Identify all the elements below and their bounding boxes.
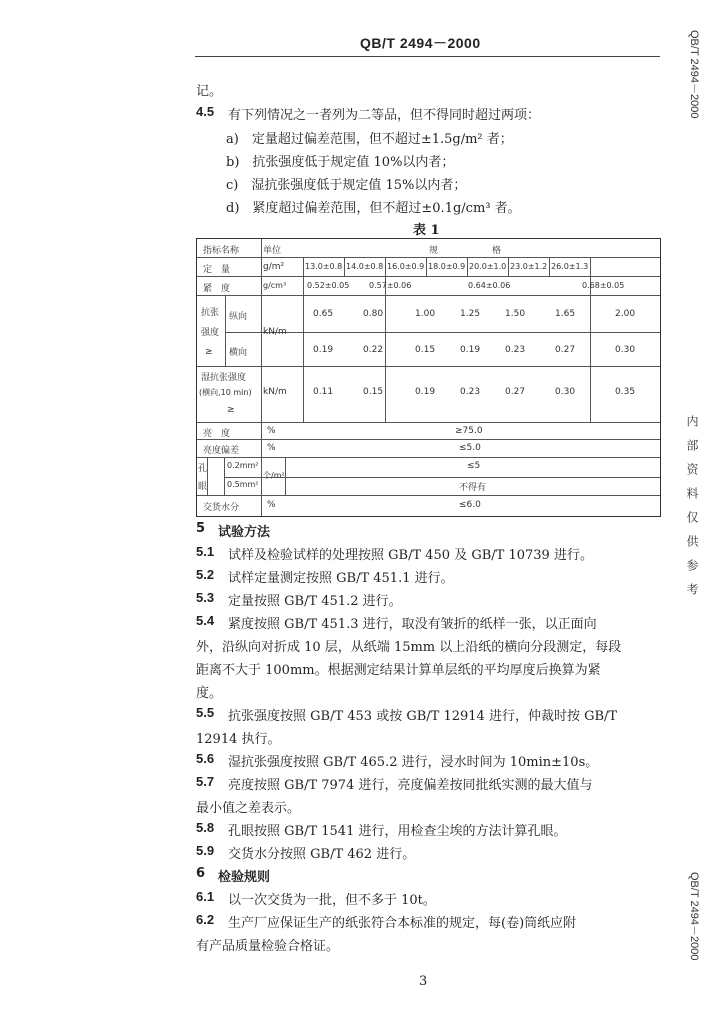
section-number: 6 — [196, 866, 206, 881]
row-label: 眼 — [198, 482, 208, 492]
list-item: b) 抗张强度低于规定值 10%以内者； — [226, 155, 455, 170]
row-label: 湿抗张强度 — [201, 373, 247, 383]
row-label: ≥ — [205, 347, 213, 357]
list-item: c) 湿抗张强度低于规定值 15%以内者； — [226, 178, 467, 193]
clause-number: 5.5 — [196, 705, 215, 720]
row-label: ≥ — [227, 405, 235, 415]
table-cell: 0.27 — [555, 345, 576, 355]
clause-number: 5.7 — [196, 774, 215, 789]
table-cell: 1.50 — [505, 309, 526, 319]
list-item: a) 定量超过偏差范围，但不超过±1.5g/m² 者； — [226, 132, 513, 147]
section-title: 检验规则 — [218, 870, 271, 885]
clause-text: 生产厂应保证生产的纸张符合本标准的规定，每(卷)筒纸应附 — [228, 916, 577, 931]
table-cell: 0.11 — [313, 387, 334, 397]
row-label: 交货水分 — [203, 503, 240, 513]
table-cell: 0.27 — [505, 387, 526, 397]
row-unit: % — [267, 443, 276, 453]
table-cell: 0.19 — [415, 387, 436, 397]
list-item: d) 紧度超过偏差范围，但不超过±0.1g/cm³ 者。 — [226, 201, 521, 216]
row-label: 定 量 — [203, 265, 231, 275]
table-cell: 13.0±0.8 — [305, 262, 343, 271]
clause-text: 外，沿纵向对折成 10 层，从纸端 15mm 以上沿纸的横向分段测定，每段 — [196, 640, 622, 655]
clause-text: 亮度按照 GB/T 7974 进行，亮度偏差按同批纸实测的最大值与 — [228, 778, 593, 793]
side-watermark-text: 内部资料仅供参考 — [685, 415, 699, 607]
row-label: 紧 度 — [203, 284, 231, 294]
clause-text: 有产品质量检验合格证。 — [196, 939, 340, 954]
clause-text: 交货水分按照 GB/T 462 进行。 — [228, 847, 416, 862]
table-cell: 1.65 — [555, 309, 576, 319]
clause-text: 最小值之差表示。 — [196, 801, 301, 816]
clause-text: 紧度按照 GB/T 451.3 进行，取没有皱折的纸样一张，以正面向 — [228, 617, 597, 632]
header-spec: 规 格 — [429, 246, 502, 256]
clause-number: 5.3 — [196, 590, 215, 605]
table-cell: 14.0±0.8 — [346, 262, 384, 271]
row-label: 孔 — [198, 464, 208, 474]
clause-number: 5.6 — [196, 751, 215, 766]
table-cell: 0.65 — [313, 309, 334, 319]
row-unit: % — [267, 500, 276, 510]
clause-text: 以一次交货为一批，但不多于 10t。 — [228, 893, 436, 908]
page-number: 3 — [419, 974, 428, 989]
clause-number: 5.2 — [196, 567, 215, 582]
document-code-header: QB/T 2494－2000 — [360, 35, 481, 51]
row-label: 抗张 — [201, 308, 220, 318]
table-cell: 0.30 — [555, 387, 576, 397]
table-cell: 0.80 — [363, 309, 384, 319]
clause-text: 距离不大于 100mm。根据测定结果计算单层纸的平均厚度后换算为紧 — [196, 663, 601, 678]
table-cell: 0.19 — [460, 345, 481, 355]
row-unit: % — [267, 426, 276, 436]
header-name: 指标名称 — [203, 246, 240, 256]
table-cell: 0.19 — [313, 345, 334, 355]
direction-label: 纵向 — [229, 312, 248, 322]
side-code-top: QB/T 2494－2000 — [688, 30, 700, 119]
table-caption: 表 1 — [413, 223, 440, 238]
clause-number: 5.8 — [196, 820, 215, 835]
clause-text: 试样及检验试样的处理按照 GB/T 450 及 GB/T 10739 进行。 — [228, 548, 593, 563]
clause-text: 孔眼按照 GB/T 1541 进行，用检查尘埃的方法计算孔眼。 — [228, 824, 567, 839]
direction-label: 横向 — [229, 348, 248, 358]
table-cell: 0.15 — [363, 387, 384, 397]
header-unit: 单位 — [263, 246, 282, 256]
row-label: 亮度偏差 — [203, 446, 240, 456]
row-sublabel: 0.5mm² — [227, 480, 259, 489]
clause-text: 12914 执行。 — [196, 732, 281, 747]
clause-text: 湿抗张强度按照 GB/T 465.2 进行，浸水时间为 10min±10s。 — [228, 755, 599, 770]
clause-text: 定量按照 GB/T 451.2 进行。 — [228, 594, 402, 609]
clause-number: 6.2 — [196, 912, 215, 927]
clause-number: 6.1 — [196, 889, 215, 904]
clause-number: 5.9 — [196, 843, 215, 858]
table-cell: 0.22 — [363, 345, 384, 355]
section-number: 5 — [196, 521, 206, 536]
row-sublabel: 0.2mm² — [227, 461, 259, 470]
row-unit: kN/m — [263, 327, 287, 337]
table-cell: ≤6.0 — [459, 500, 481, 510]
clause-number: 5.4 — [196, 613, 215, 628]
table-cell: 1.25 — [460, 309, 481, 319]
clause-number: 5.1 — [196, 544, 215, 559]
table-cell: 1.00 — [415, 309, 436, 319]
table-cell: ≥75.0 — [455, 426, 483, 436]
table-cell: 26.0±1.3 — [551, 262, 589, 271]
table-cell: 16.0±0.9 — [387, 262, 425, 271]
header-rule — [195, 56, 660, 57]
row-label: 亮 度 — [203, 429, 231, 439]
side-code-bottom: QB/T 2494－2000 — [688, 872, 700, 961]
table-cell: 0.23 — [460, 387, 481, 397]
table-cell: 0.30 — [615, 345, 636, 355]
table-cell: 不得有 — [459, 483, 487, 493]
row-unit: g/cm³ — [263, 281, 287, 290]
table-cell: 20.0±1.0 — [469, 262, 507, 271]
spec-table — [196, 238, 661, 517]
table-cell: 0.52±0.05 — [307, 281, 350, 290]
table-cell: 0.15 — [415, 345, 436, 355]
table-cell: 0.57±0.06 — [369, 281, 412, 290]
clause-text: 抗张强度按照 GB/T 453 或按 GB/T 12914 进行，仲裁时按 GB/T — [228, 709, 618, 724]
row-unit: g/m² — [263, 262, 285, 272]
table-cell: 23.0±1.2 — [510, 262, 548, 271]
table-cell: 18.0±0.9 — [428, 262, 466, 271]
table-cell: 0.68±0.05 — [582, 281, 625, 290]
clause-text: 试样定量测定按照 GB/T 451.1 进行。 — [228, 571, 454, 586]
table-cell: 2.00 — [615, 309, 636, 319]
table-cell: 0.35 — [615, 387, 636, 397]
clause-number: 4.5 — [196, 104, 215, 119]
row-unit: 个/m² — [263, 471, 285, 480]
table-cell: 0.23 — [505, 345, 526, 355]
row-label: (横向,10 min) — [199, 388, 252, 397]
clause-text: 度。 — [196, 686, 223, 701]
table-cell: 0.64±0.06 — [468, 281, 511, 290]
row-label: 强度 — [201, 328, 220, 338]
clause-text: 有下列情况之一者列为二等品，但不得同时超过两项： — [228, 108, 541, 123]
row-unit: kN/m — [263, 387, 287, 397]
continuation-text: 记。 — [196, 84, 223, 99]
table-cell: ≤5.0 — [459, 443, 481, 453]
section-title: 试验方法 — [218, 525, 271, 540]
table-cell: ≤5 — [467, 461, 481, 471]
